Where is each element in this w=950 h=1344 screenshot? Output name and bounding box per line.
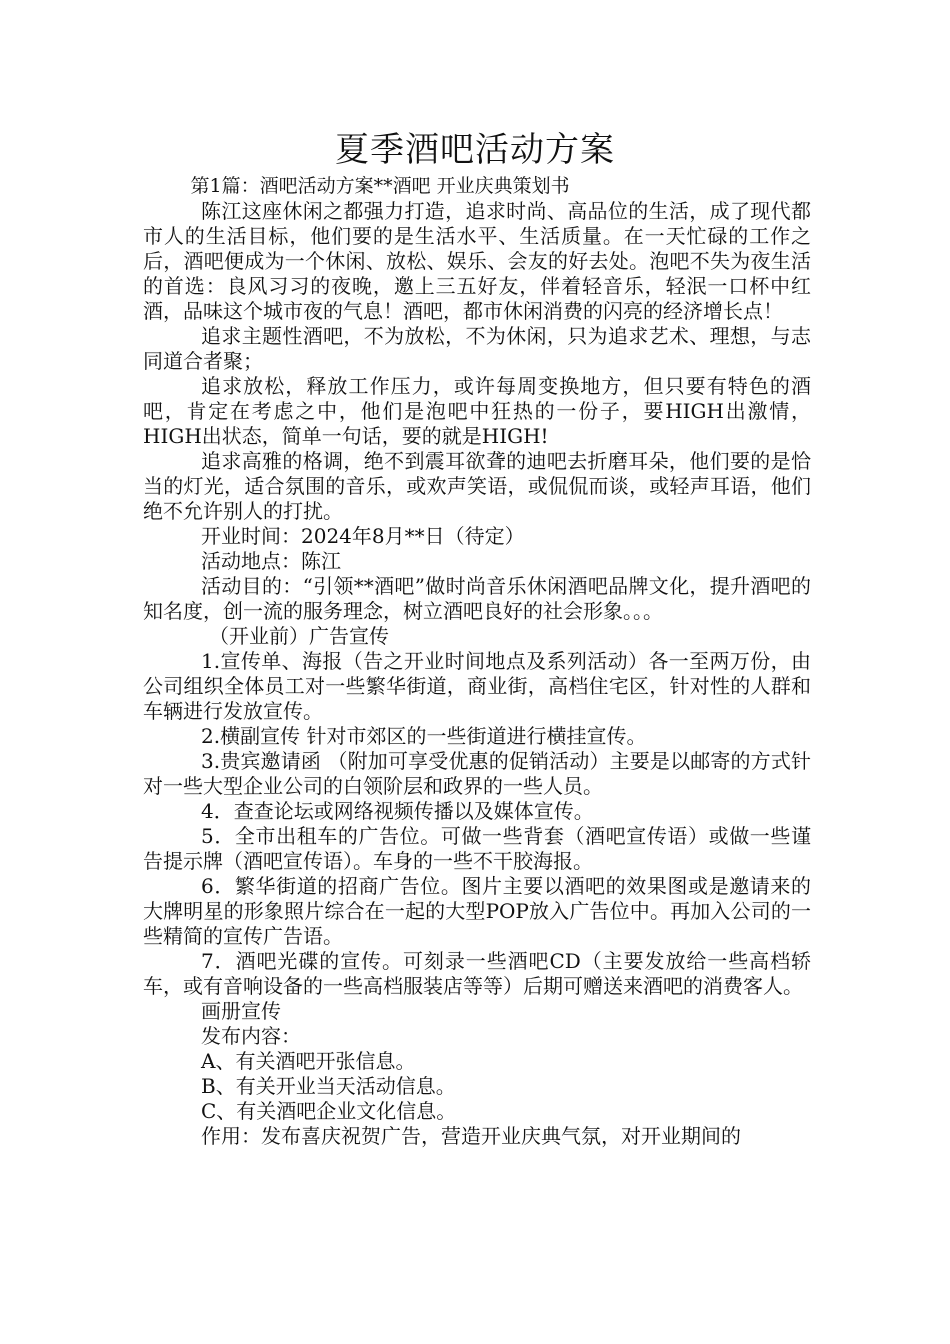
effect-paragraph: 作用：发布喜庆祝贺广告，营造开业庆典气氛，对开业期间的 — [201, 1124, 741, 1148]
content-item: A、有关酒吧开张信息。 — [201, 1049, 416, 1073]
list-item: 6．繁华街道的招商广告位。图片主要以酒吧的效果图或是邀请来的大牌明星的形象照片综合在一起的大型POP放入广告位中。再加入公司的一些精简的宣传广告语。 — [143, 874, 811, 948]
list-item: 4．查查论坛或网络视频传播以及媒体宣传。 — [201, 799, 594, 823]
paragraph-elegant: 追求高雅的格调，绝不到震耳欲聋的迪吧去折磨耳朵，他们要的是恰当的灯光，适合氛围的音乐，或欢声笑语，或侃侃而谈，或轻声耳语，他们绝不允许别人的打扰。 — [143, 449, 811, 523]
content-item: C、有关酒吧企业文化信息。 — [201, 1099, 457, 1123]
section-heading: 第1篇：酒吧活动方案**酒吧 开业庆典策划书 — [190, 175, 570, 197]
event-purpose: 活动目的：“引领**酒吧”做时尚音乐休闲酒吧品牌文化，提升酒吧的知名度，创一流的服务理念，树立酒吧良好的社会形象。。。 — [143, 574, 811, 623]
ad-heading: （开业前）广告宣传 — [209, 624, 389, 648]
paragraph-relax: 追求放松，释放工作压力，或许每周变换地方，但只要有特色的酒吧，肯定在考虑之中，他们是泡吧中狂热的一份子，要HIGH出激情，HIGH出状态，简单一句话，要的就是HIGH! — [143, 374, 811, 448]
list-item: 3.贵宾邀请函 （附加可享受优惠的促销活动）主要是以邮寄的方式针对一些大型企业公司的白领阶层和政界的一些人员。 — [143, 749, 811, 798]
document-title: 夏季酒吧活动方案 — [335, 130, 615, 170]
brochure-heading: 画册宣传 — [201, 999, 281, 1023]
paragraph-intro: 陈江这座休闲之都强力打造，追求时尚、高品位的生活，成了现代都市人的生活目标，他们要的是生活水平、生活质量。在一天忙碌的工作之后，酒吧便成为一个休闲、放松、娱乐、会友的好去处。泡吧不失为夜生活的首选：良风习习的夜晚，邀上三五好友，伴着轻音乐，轻泯一口杯中红酒，品味这个城市夜的气息！酒吧，都市休闲消费的闪亮的经济增长点！ — [143, 199, 811, 323]
paragraph-theme: 追求主题性酒吧，不为放松，不为休闲，只为追求艺术、理想，与志同道合者聚； — [143, 324, 811, 373]
list-item: 5．全市出租车的广告位。可做一些背套（酒吧宣传语）或做一些谨告提示牌（酒吧宣传语）。车身的一些不干胶海报。 — [143, 824, 811, 873]
opening-time: 开业时间：2024年8月**日（待定） — [201, 524, 525, 548]
document-body — [143, 174, 811, 1149]
content-item: B、有关开业当天活动信息。 — [201, 1074, 456, 1098]
list-item: 2.横副宣传 针对市郊区的一些街道进行横挂宣传。 — [201, 724, 647, 748]
list-item: 1.宣传单、海报（告之开业时间地点及系列活动）各一至两万份，由公司组织全体员工对一些繁华街道，商业街，高档住宅区，针对性的人群和车辆进行发放宣传。 — [143, 649, 811, 723]
list-item: 7．酒吧光碟的宣传。可刻录一些酒吧CD（主要发放给一些高档轿车，或有音响设备的一些高档服装店等等）后期可赠送来酒吧的消费客人。 — [143, 949, 811, 998]
event-location: 活动地点：陈江 — [201, 549, 341, 573]
publish-content-label: 发布内容： — [201, 1024, 301, 1048]
